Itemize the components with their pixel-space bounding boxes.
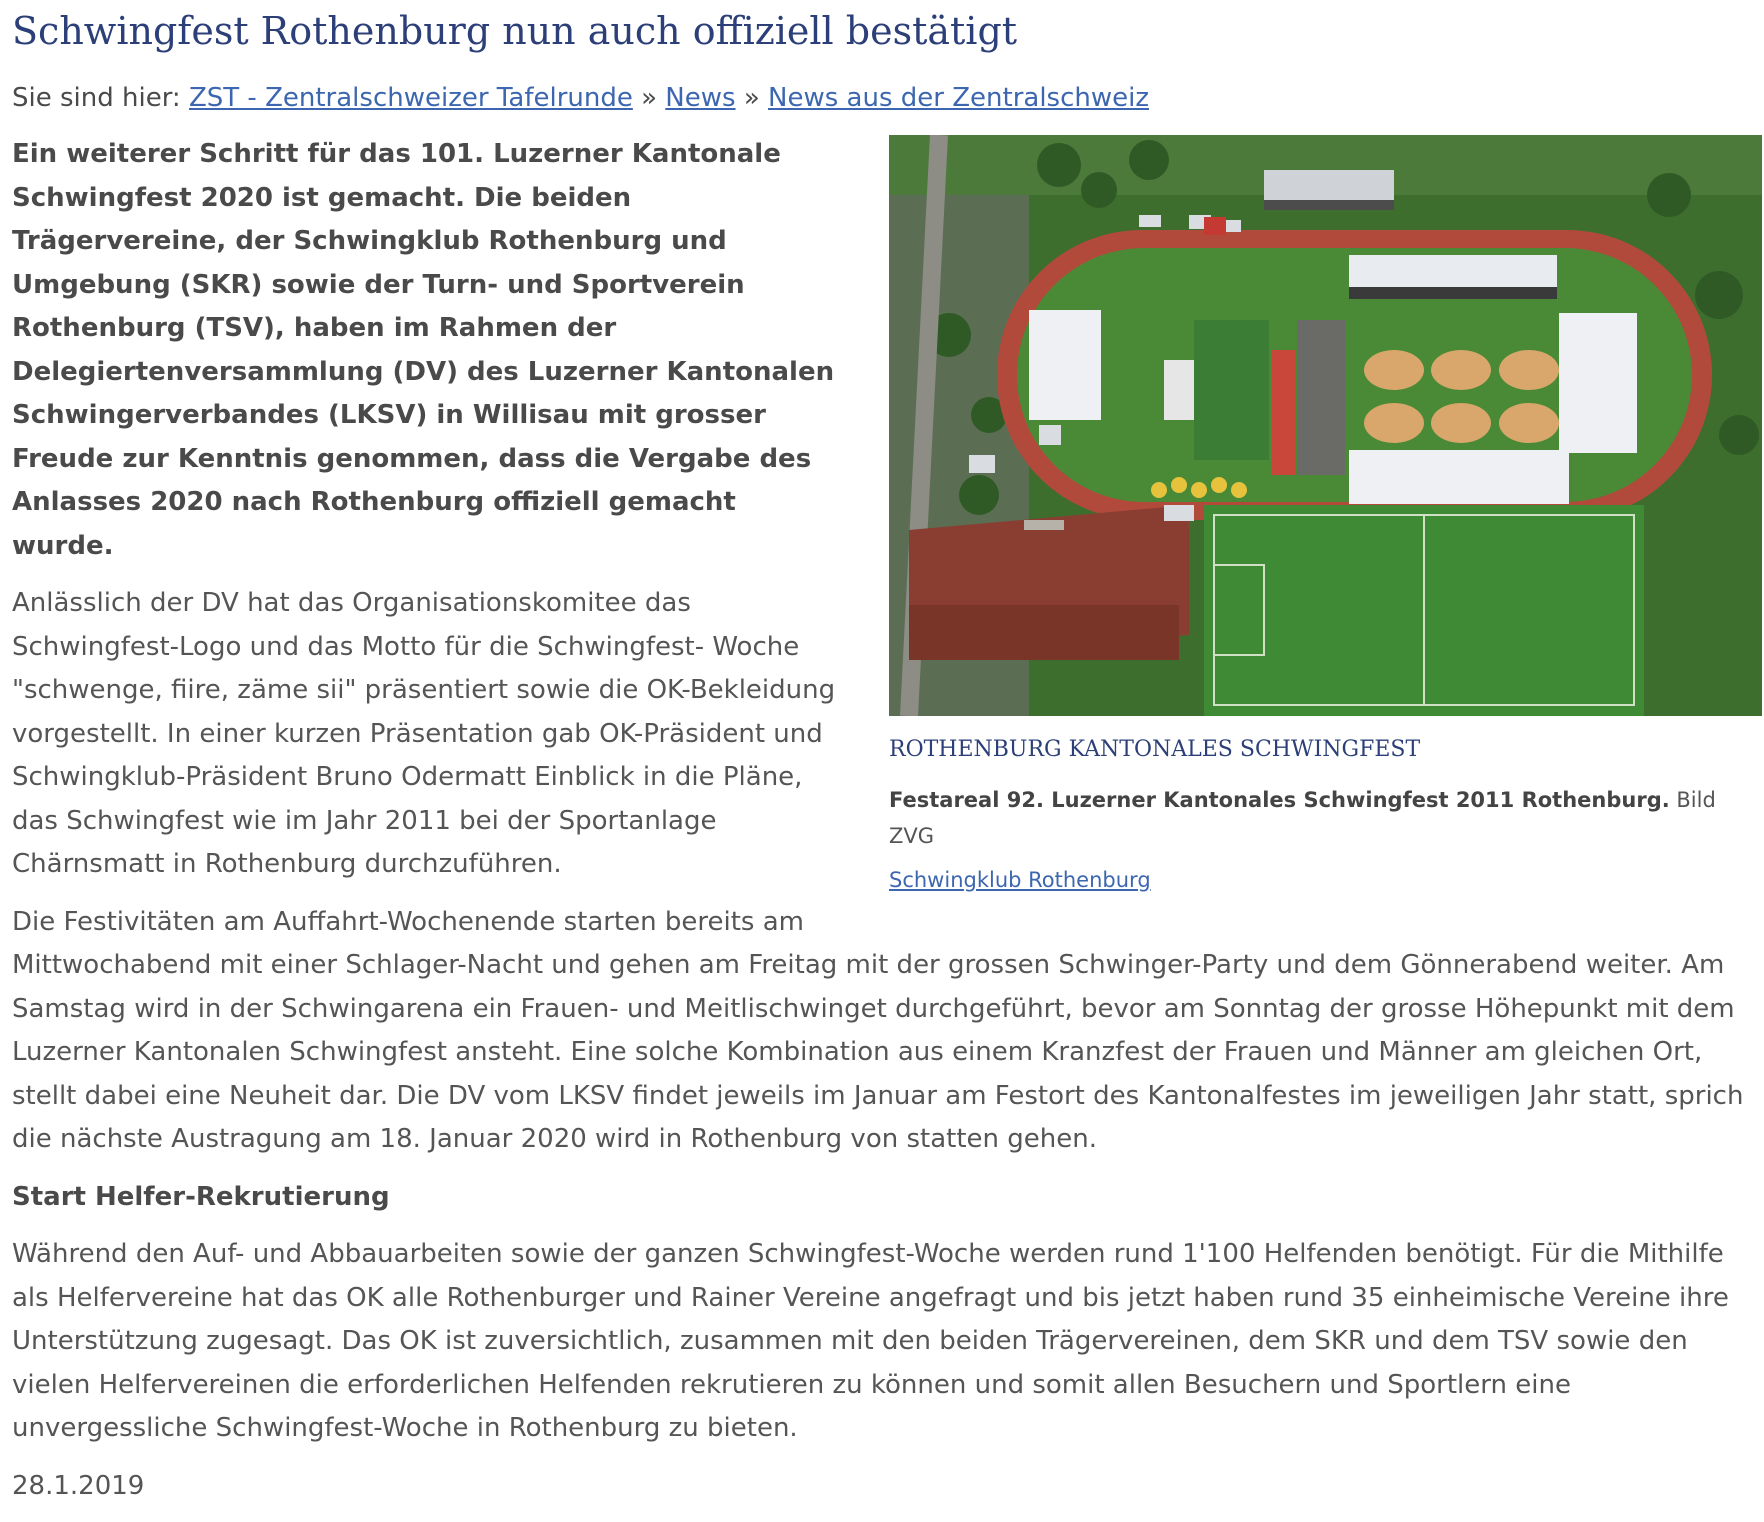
breadcrumb-link-news-zentralschweiz[interactable]: News aus der Zentralschweiz	[768, 83, 1149, 113]
aerial-photo	[889, 135, 1762, 716]
breadcrumb-link-news[interactable]: News	[665, 83, 736, 113]
figure-caption-credit: Bild ZVG	[889, 788, 1716, 848]
body-paragraph: Während den Auf- und Abbauarbeiten sowie der ganzen Schwingfest-Woche werden rund 1'100 Helfenden benötigt. Für die Mithilfe als Helfervereine hat das OK alle Rothenburger und Rainer Vereine angefragt und bis jetzt haben rund 35 einheimische Vereine ihre Unterstützung zugesagt. Das OK ist zuversichtlich, zusammen mit den beiden Trägervereinen, dem SKR und dem TSV sowie den vielen Helfervereinen die erforderlichen Helfenden rekrutieren zu können und somit allen Besuchern und Sportlern eine unvergessliche Schwingfest-Woche in Rothenburg zu bieten.	[12, 1239, 1729, 1443]
aerial-photo-illustration	[889, 135, 1762, 716]
breadcrumb-prefix: Sie sind hier:	[12, 83, 181, 113]
figure-caption-bold: Festareal 92. Luzerner Kantonales Schwingfest 2011 Rothenburg.	[889, 788, 1670, 812]
breadcrumb-link-zst[interactable]: ZST - Zentralschweizer Tafelrunde	[188, 83, 633, 113]
publish-date: 28.1.2019	[12, 1470, 145, 1501]
breadcrumb	[12, 78, 1149, 118]
figure-title: ROTHENBURG KANTONALES SCHWINGFEST	[889, 737, 1421, 762]
section-heading: Start Helfer-Rekrutierung	[12, 1181, 390, 1212]
body-paragraph: Anlässlich der DV hat das Organisationskomitee das Schwingfest-Logo und das Motto für die Schwingfest- Woche "schwenge, fiire, zäme sii" präsentiert sowie die OK-Bekleidung vorgestellt. In einer kurzen Präsentation gab OK-Präsident und Schwingklub-Präsident Bruno Odermatt Einblick in die Pläne, das Schwingfest wie im Jahr 2011 bei der Sportanlage Chärnsmatt in Rothenburg durchzuführen.	[12, 588, 836, 879]
lead-paragraph: Ein weiterer Schritt für das 101. Luzerner Kantonale Schwingfest 2020 ist gemacht. Die beiden Trägervereine, der Schwingklub Rothenburg und Umgebung (SKR) sowie der Turn- und Sportverein Rothenburg (TSV), haben im Rahmen der Delegiertenversammlung (DV) des Luzerner Kantonalen Schwingerverbandes (LKSV) in Willisau mit grosser Freude zur Kenntnis genommen, dass die Vergabe des Anlasses 2020 nach Rothenburg offiziell gemacht wurde.	[12, 139, 835, 561]
article-body	[12, 133, 1762, 1522]
figure-caption	[889, 782, 1762, 854]
schwingklub-link[interactable]: Schwingklub Rothenburg	[889, 868, 1151, 892]
breadcrumb-separator: »	[743, 83, 760, 113]
figure-link-row	[889, 862, 1762, 898]
article-figure	[889, 135, 1762, 898]
breadcrumb-separator: »	[641, 83, 658, 113]
body-paragraph: Die Festivitäten am Auffahrt-Wochenende starten bereits am Mittwochabend mit einer Schlager-Nacht und gehen am Freitag mit der grossen Schwinger-Party und dem Gönnerabend weiter. Am Samstag wird in der Schwingarena ein Frauen- und Meitlischwinget durchgeführt, bevor am Sonntag der grosse Höhepunkt mit dem Luzerner Kantonalen Schwingfest ansteht. Eine solche Kombination aus einem Kranzfest der Frauen und Männer am gleichen Ort, stellt dabei eine Neuheit dar. Die DV vom LKSV findet jeweils im Januar am Festort des Kantonalfestes im jeweiligen Jahr statt, sprich die nächste Austragung am 18. Januar 2020 wird in Rothenburg von statten gehen.	[12, 906, 1744, 1154]
page-title: Schwingfest Rothenburg nun auch offiziell bestätigt	[12, 9, 1018, 53]
